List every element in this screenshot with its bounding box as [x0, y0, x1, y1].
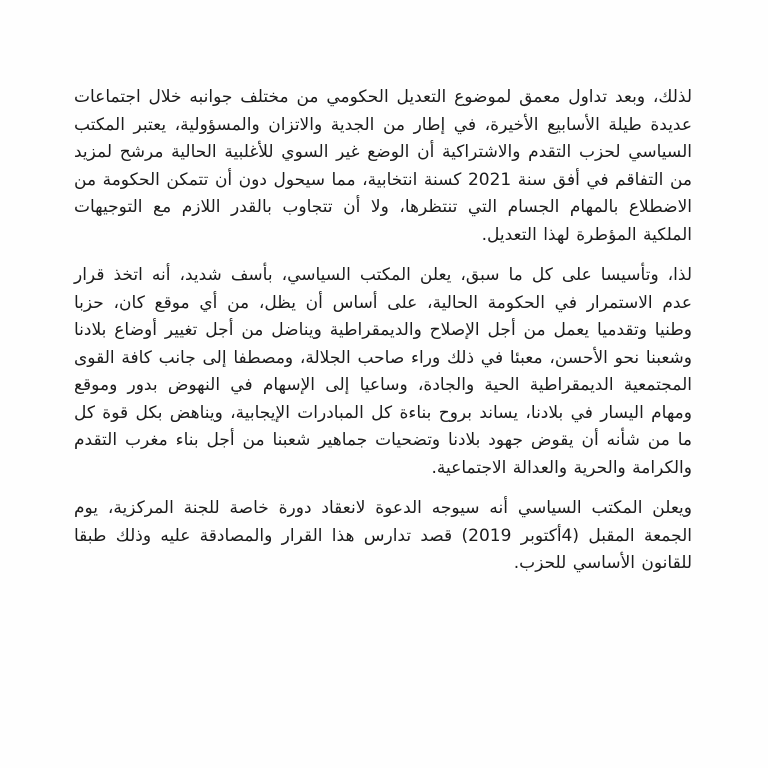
paragraph-government-reshuffle-assessment: لذلك، وبعد تداول معمق لموضوع التعديل الحكومي من مختلف جوانبه خلال اجتماعات عديدة طيلة الأسابيع الأخيرة، في إطار من الجدية والاتزان والمسؤولية، يعتبر المكتب السياسي لحزب التقدم والاشتراكية أن الوضع غير السوي للأغلبية الحالية مرشح لمزيد من التفاقم في أفق سنة 2021 كسنة انتخابية، مما سيحول دون أن تتمكن الحكومة من الاضطلاع بالمهام الجسام التي تنتظرها، ولا أن تتجاوب بالقدر اللازم مع التوجيهات الملكية المؤطرة لهذا التعديل. — [74, 87, 692, 245]
paragraph-decision-to-leave-government: لذا، وتأسيسا على كل ما سبق، يعلن المكتب السياسي، بأسف شديد، أنه اتخذ قرار عدم الاستمرار في الحكومة الحالية، على أساس أن يظل، من أي موقع كان، حزبا وطنيا وتقدميا يعمل من أجل الإصلاح والديمقراطية ويناضل من أجل تغيير أوضاع بلادنا وشعبنا نحو الأحسن، معبئا في ذلك وراء صاحب الجلالة، ومصطفا إلى جانب كافة القوى المجتمعية الديمقراطية الحية والجادة، وساعيا إلى الإسهام في النهوض بدور وموقع ومهام اليسار في بلادنا، يساند بروح بناءة كل المبادرات الإيجابية، ويناهض بكل قوة كل ما من شأنه أن يقوض جهود بلادنا وتضحيات جماهير شعبنا من أجل بناء مغرب التقدم والكرامة والحرية والعدالة الاجتماعية. — [74, 265, 692, 478]
paragraph-central-committee-session: ويعلن المكتب السياسي أنه سيوجه الدعوة لانعقاد دورة خاصة للجنة المركزية، يوم الجمعة المقبل (4أكتوبر 2019) قصد تدارس هذا القرار والمصادقة عليه وذلك طبقا للقانون الأساسي للحزب. — [74, 498, 692, 573]
